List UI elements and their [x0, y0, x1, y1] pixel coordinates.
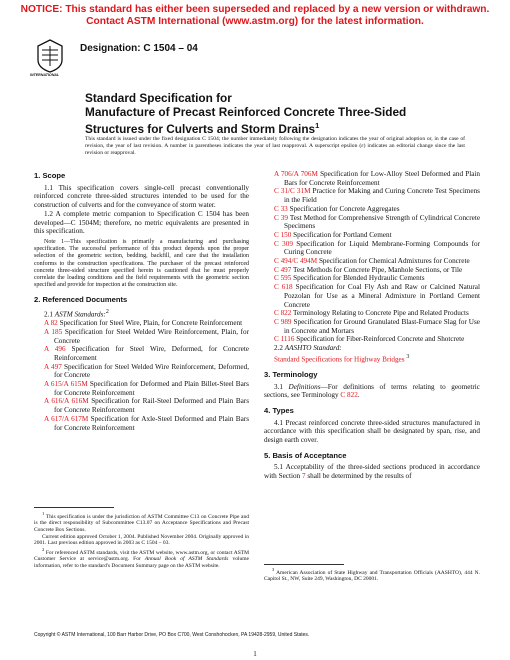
astm-label-text: ASTM Standards: [54, 310, 106, 319]
reference-link[interactable]: C 31/C 31M [274, 187, 311, 196]
reference-item [274, 318, 480, 335]
reference-item [44, 319, 249, 328]
reference-link[interactable]: C 595 [274, 274, 292, 283]
aashto-footnote-marker: 3 [406, 353, 410, 360]
reference-item [44, 328, 249, 345]
reference-title: Test Method for Comprehensive Strength of Cylindrical Concrete Specimens [284, 213, 481, 231]
left-column [34, 172, 249, 432]
reference-link[interactable]: A 616/A 616M [44, 397, 89, 406]
reference-title: Specification for Steel Wire, Deformed, for Concrete Reinforcement [54, 345, 249, 362]
reference-title: Specification for Concrete Aggregates [287, 204, 400, 213]
reference-item [274, 283, 480, 309]
page-number: 1 [253, 650, 257, 658]
terminology-heading: 3. Terminology [264, 369, 318, 379]
reference-item [274, 214, 480, 231]
reference-title: Test Methods for Concrete Pipe, Manhole Sections, or Tile [291, 265, 463, 274]
basis-text-a: 5.1 Acceptability of the three-sided sections produced in accordance with Section [264, 463, 480, 481]
reference-title: Specification for Coal Fly Ash and Raw or Calcined Natural Pozzolan for Use as a Mineral Admixture in Portland Cement Concrete [284, 283, 480, 309]
reference-item [274, 309, 480, 318]
copyright: Copyright © ASTM International, 100 Barr Harbor Drive, PO Box C700, West Conshohocken, PA 19428-2959, United States. [34, 632, 310, 638]
astm-logo-icon [35, 38, 65, 74]
logo-caption: INTERNATIONAL [30, 73, 60, 77]
reference-link[interactable]: A 185 [44, 327, 63, 336]
aashto-reference [274, 353, 480, 364]
footnotes-left [34, 511, 249, 569]
fn2-italic: Annual Book of ASTM Standards [144, 556, 229, 563]
types-4-1: 4.1 Precast reinforced concrete three-sided structures manufactured in accordance with this specification shall be designated by span, rise, and design earth cover. [264, 418, 480, 445]
footnote-3 [264, 567, 480, 583]
title-line-2: Manufacture of Precast Reinforced Concrete Three-Sided [85, 104, 407, 119]
reference-title: Specification for Liquid Membrane-Forming Compounds for Curing Concrete [284, 239, 480, 257]
reference-link[interactable]: A 706/A 706M [274, 170, 318, 178]
reference-title: Specification for Blended Hydraulic Cements [291, 274, 425, 283]
scope-1-2: 1.2 A complete metric companion to Specification C 1504 has been developed—C 1504M; therefore, no metric equivalents are presented in this specification. [34, 209, 249, 236]
reference-title: Specification for Chemical Admixtures for Concrete [317, 257, 470, 266]
reference-link[interactable]: C 497 [274, 265, 292, 274]
reference-item [274, 240, 480, 257]
reference-item [274, 187, 480, 204]
referenced-documents-heading: 2. Referenced Documents [34, 295, 128, 305]
fn2-text-b: volume information, refer to the standard's Document Summary page on the ASTM website. [34, 556, 249, 569]
basis-5-1 [264, 463, 480, 480]
reference-link[interactable]: C 33 [274, 204, 288, 213]
reference-link[interactable]: A 617/A 617M [44, 414, 89, 423]
fn3-text: American Association of State Highway and Transportation Officials (AASHTO), 444 N. Capitol St., NW, Suite 249, Washington, DC 20001. [264, 569, 480, 583]
reference-title: Specification for Rail-Steel Deformed and Plain Bars for Concrete Reinforcement [54, 397, 249, 415]
reference-item [44, 380, 249, 397]
reference-title: Practice for Making and Curing Concrete Test Specimens in the Field [284, 187, 480, 205]
aashto-link[interactable]: Standard Specifications for Highway Bridges [274, 355, 405, 364]
title-line-3 [85, 119, 475, 137]
reference-title: Specification for Portland Cement [291, 230, 392, 239]
title-line-1: Standard Specification for [85, 91, 232, 105]
reference-link[interactable]: C 309 [274, 239, 293, 248]
footnote-rule-right [264, 564, 344, 565]
reference-link[interactable]: C 494/C 494M [274, 257, 318, 266]
basis-heading: 5. Basis of Acceptance [264, 450, 347, 460]
reference-item [274, 205, 480, 214]
reference-link[interactable]: A 82 [44, 319, 58, 328]
reference-link[interactable]: C 989 [274, 317, 292, 326]
reference-title: Specification for Low-Alloy Steel Deformed and Plain Bars for Concrete Reinforcement [284, 170, 480, 187]
terminology-3-1 [264, 383, 480, 400]
reference-title: Specification for Steel Welded Wire Reinforcement, Plain, for Concrete [54, 327, 250, 345]
right-reference-list [264, 170, 480, 344]
term-label-num: 3.1 [274, 382, 289, 391]
astm-label-num: 2.1 [44, 310, 55, 319]
reference-title: Specification for Axle-Steel Deformed and Plain Bars for Concrete Reinforcement [54, 414, 249, 432]
reference-item [44, 397, 249, 414]
left-reference-list [34, 319, 249, 432]
reference-link[interactable]: A 496 [44, 345, 66, 354]
reference-link[interactable]: C 150 [274, 230, 292, 239]
astm-standards-label [34, 308, 249, 319]
reference-link[interactable]: C 618 [274, 283, 293, 292]
reference-item [274, 335, 480, 344]
title-line-3-text: Structures for Culverts and Storm Drains [85, 122, 316, 137]
fn1-marker: 1 [42, 511, 45, 516]
preamble: This standard is issued under the fixed designation C 1504; the number immediately following the designation indicates the year of original adoption or, in the case of revision, the year of last revision. A number in parentheses indicates the year of last reapproval. A superscript epsilon (ε) indicates an editorial change since the last revision or reapproval. [85, 136, 465, 156]
reference-title: Specification for Deformed and Plain Billet-Steel Bars for Concrete Reinforcement [54, 380, 249, 397]
aashto-label-num: 2.2 [274, 344, 285, 353]
document-title [85, 92, 475, 137]
reference-item [274, 257, 480, 266]
reference-link[interactable]: C 1116 [274, 335, 295, 344]
right-column [264, 170, 480, 481]
scope-heading: 1. Scope [34, 171, 66, 180]
reference-link[interactable]: A 497 [44, 362, 62, 371]
fn1-text: This specification is under the jurisdiction of ASTM Committee C13 on Concrete Pipe and is the direct responsibility of Subcommittee C13.07 on Acceptance Specifications and Precast Concrete Box Sections. [34, 513, 249, 534]
note-1: Note 1—This specification is primarily a manufacturing and purchasing specification. The successful performance of this product depends upon the proper selection of the geometric section, bedding, backfill, and care that the installation conforms to the construction specifications. The purchaser of the precast reinforced concrete three-sided structure specified herein is cautioned that he must properly correlate the loading conditions and the field requirements with the geometric section specified and provide for inspection at the construction site. [34, 238, 249, 289]
fn2-marker: 2 [42, 546, 45, 552]
term-end: . [357, 391, 360, 400]
types-heading: 4. Types [264, 405, 294, 415]
term-link-c822[interactable]: C 822 [340, 391, 358, 400]
designation: Designation: C 1504 – 04 [80, 43, 198, 54]
reference-item [274, 266, 480, 275]
reference-title: Specification for Steel Wire, Plain, for Concrete Reinforcement [57, 319, 243, 328]
footnote-rule-left [34, 507, 114, 508]
footnote-2 [34, 547, 249, 570]
reference-link[interactable]: C 822 [274, 309, 292, 318]
term-text: —For definitions of terms relating to geometric sections, see Terminology [264, 382, 480, 400]
reference-link[interactable]: A 615/A 615M [44, 380, 88, 389]
footnote-1 [34, 511, 249, 534]
astm-footnote-marker: 2 [105, 309, 109, 316]
aashto-label [264, 344, 480, 353]
reference-title: Specification for Ground Granulated Blast-Furnace Slag for Use in Concrete and Mortars [284, 317, 480, 335]
reference-item [274, 231, 480, 240]
term-label-text: Definitions [288, 382, 321, 391]
withdrawn-notice: NOTICE: This standard has either been superseded and replaced by a new version or withdrawn. Contact ASTM International (www.astm.org) for the latest information. [20, 4, 490, 27]
title-footnote-marker: 1 [315, 121, 320, 131]
reference-item [44, 345, 249, 362]
fn2-text-a: For referenced ASTM standards, visit the ASTM website, www.astm.org, or contact ASTM Customer Service at service@astm.org. For [34, 549, 250, 563]
scope-1-1: 1.1 This specification covers single-cell precast conventionally reinforced concrete three-sided structures intended to be used for the construction of culverts and for the conveyance of storm water. [34, 183, 249, 210]
reference-item [274, 274, 480, 283]
reference-item [44, 415, 249, 432]
reference-item [274, 170, 480, 187]
reference-title: Specification for Steel Welded Wire Reinforcement, Deformed, for Concrete [54, 362, 249, 380]
reference-title: Terminology Relating to Concrete Pipe and Related Products [291, 309, 469, 318]
fn3-marker: 3 [272, 567, 275, 572]
reference-link[interactable]: C 39 [274, 213, 288, 222]
basis-text-b: shall be determined by the results of [305, 472, 412, 481]
section-7-link[interactable]: 7 [301, 472, 306, 481]
aashto-label-text: AASHTO Standard: [284, 344, 342, 353]
reference-item [44, 363, 249, 380]
reference-title: Specification for Fiber-Reinforced Concrete and Shotcrete [294, 335, 465, 344]
footnote-1b: Current edition approved October 1, 2004. Published November 2004. Originally approved in 2001. Last previous edition approved in 2003 as C 1504 – 03. [34, 533, 249, 547]
